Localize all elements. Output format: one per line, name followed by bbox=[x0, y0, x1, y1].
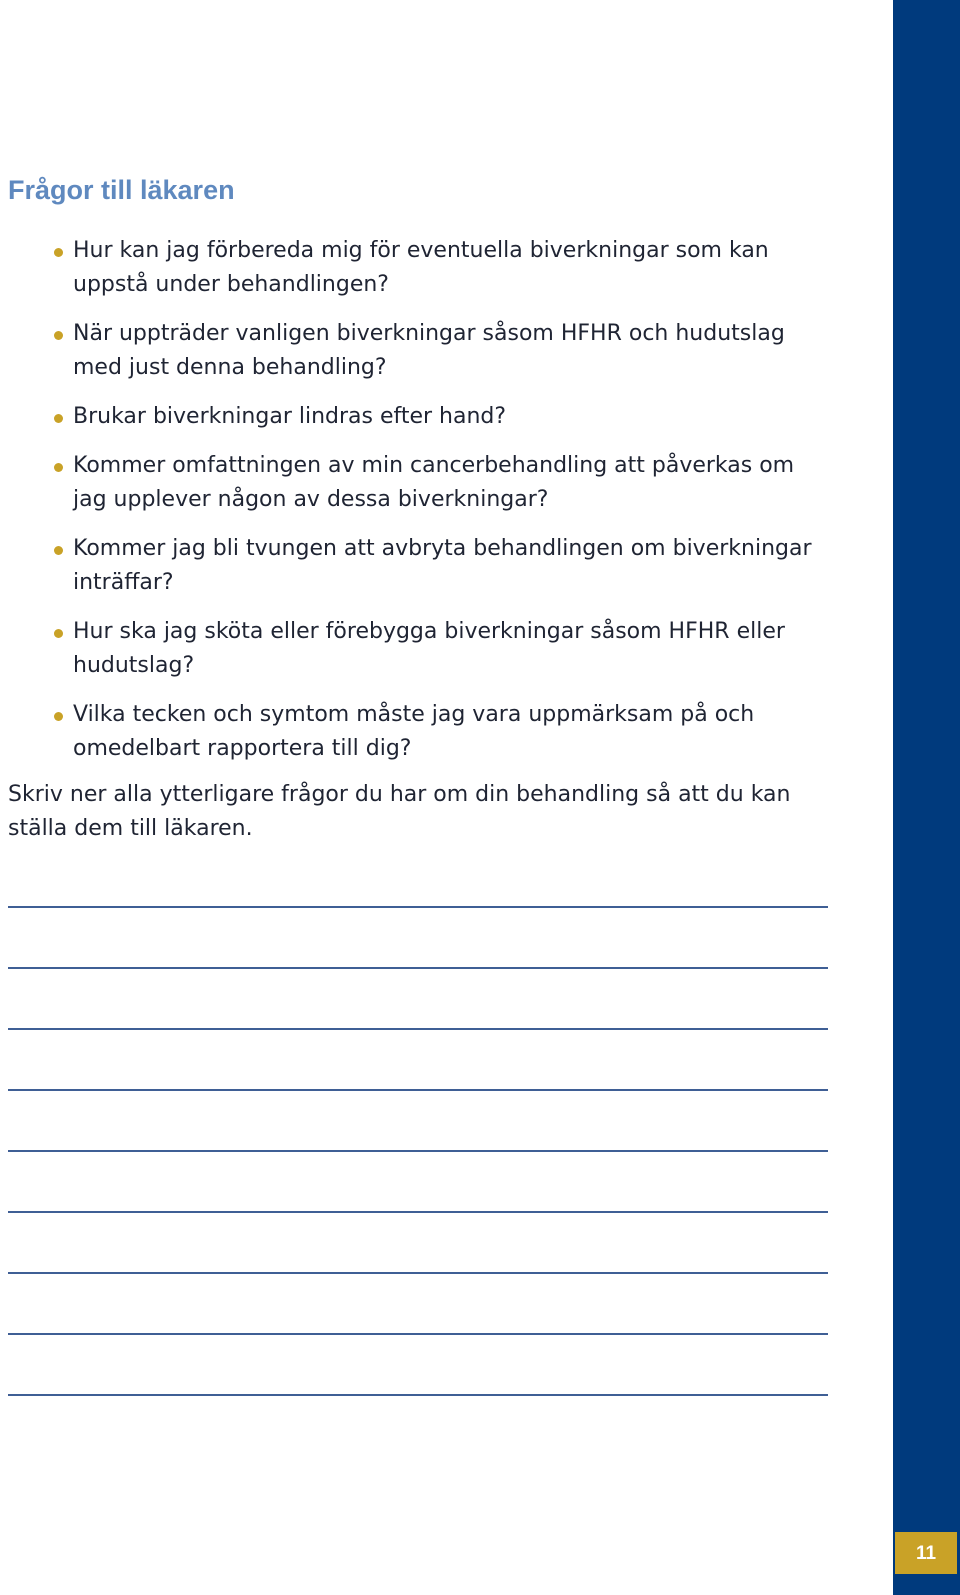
write-line bbox=[8, 906, 828, 908]
question-text: När uppträder vanligen biverkningar såsom HFHR och hudutslag med just denna behandling? bbox=[73, 321, 785, 380]
question-text: Kommer omfattningen av min cancerbehandling att påverkas om jag upplever någon av dessa biverkningar? bbox=[73, 453, 795, 512]
write-line bbox=[8, 1333, 828, 1335]
question-text: Hur ska jag sköta eller förebygga biverkningar såsom HFHR eller hudutslag? bbox=[73, 619, 785, 678]
bullet-icon bbox=[54, 414, 63, 423]
bullet-icon bbox=[54, 331, 63, 340]
question-text: Vilka tecken och symtom måste jag vara uppmärksam på och omedelbart rapportera till dig? bbox=[73, 702, 755, 761]
question-item bbox=[8, 615, 828, 683]
instruction-text: Skriv ner alla ytterligare frågor du har om din behandling så att du kan ställa dem till läkaren. bbox=[8, 782, 791, 841]
question-text: Kommer jag bli tvungen att avbryta behandlingen om biverkningar inträffar? bbox=[73, 536, 812, 595]
question-item bbox=[8, 317, 828, 385]
bullet-icon bbox=[54, 712, 63, 721]
write-lines bbox=[8, 906, 828, 1455]
write-line bbox=[8, 1150, 828, 1152]
question-item bbox=[8, 532, 828, 600]
write-line bbox=[8, 1089, 828, 1091]
question-list bbox=[8, 234, 828, 766]
question-item bbox=[8, 400, 828, 434]
page-number: 11 bbox=[915, 1542, 937, 1564]
bullet-icon bbox=[54, 463, 63, 472]
bullet-icon bbox=[54, 629, 63, 638]
write-line bbox=[8, 1028, 828, 1030]
bullet-icon bbox=[54, 248, 63, 257]
question-text: Hur kan jag förbereda mig för eventuella biverkningar som kan uppstå under behandlingen? bbox=[73, 238, 769, 297]
question-text: Brukar biverkningar lindras efter hand? bbox=[73, 404, 507, 429]
bullet-icon bbox=[54, 546, 63, 555]
question-item bbox=[8, 234, 828, 302]
page-number-box bbox=[895, 1532, 957, 1574]
page-heading: Frågor till läkaren bbox=[8, 175, 235, 205]
page-content bbox=[8, 170, 828, 846]
write-line bbox=[8, 1394, 828, 1396]
question-item bbox=[8, 449, 828, 517]
side-bar bbox=[893, 0, 960, 1595]
question-item bbox=[8, 698, 828, 766]
write-line bbox=[8, 1272, 828, 1274]
write-line bbox=[8, 1211, 828, 1213]
write-line bbox=[8, 967, 828, 969]
